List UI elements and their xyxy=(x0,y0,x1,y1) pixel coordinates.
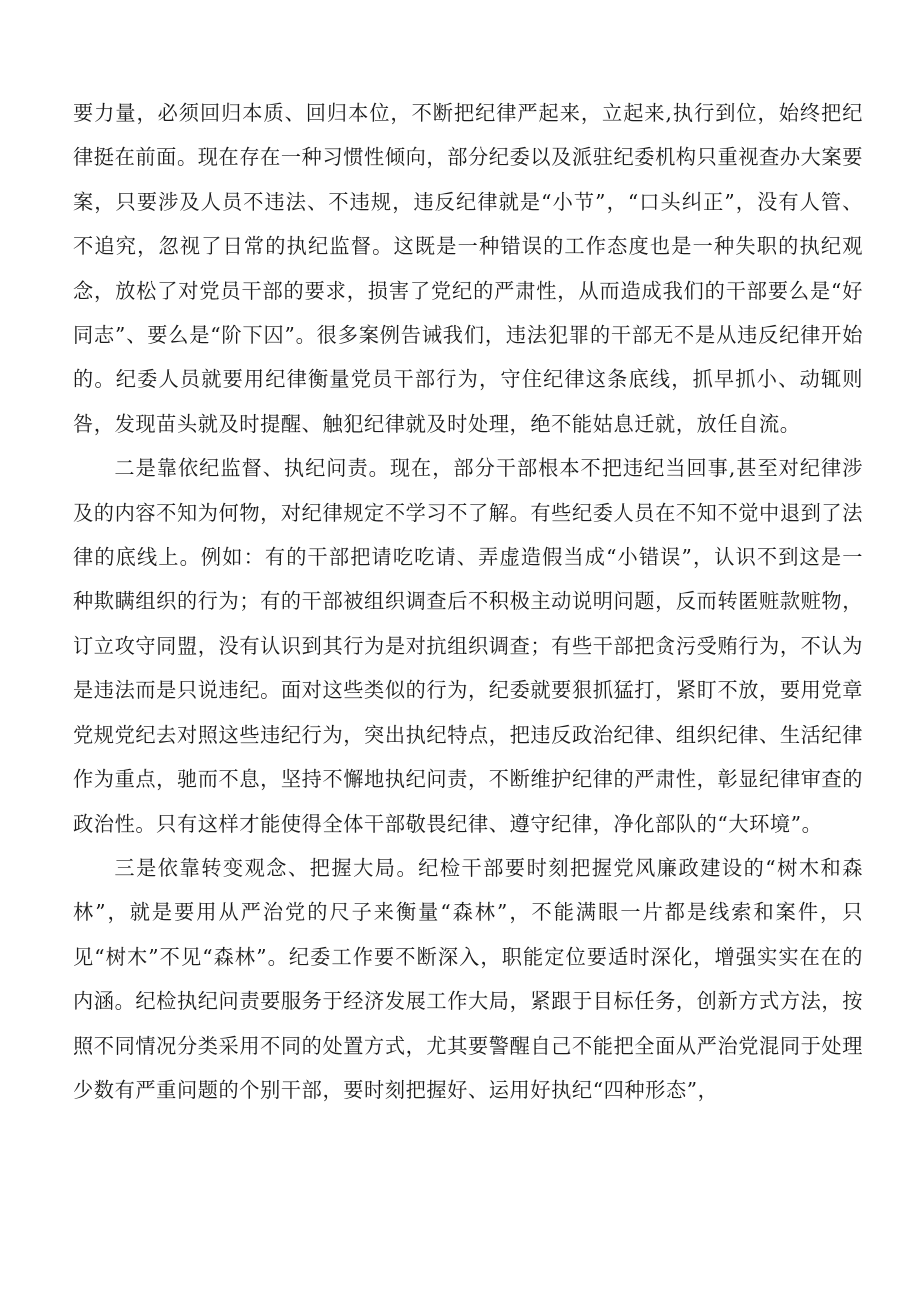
document-body xyxy=(73,91,863,1112)
paragraph-point-three: 三是依靠转变观念、把握大局。纪检干部要时刻把握党风廉政建设的“树木和森林”，就是要用从严治党的尺子来衡量“森林”，不能满眼一片都是线索和案件，只见“树木”不见“森林”。纪委工作要不断深入，职能定位要适时深化，增强实实在在的内涵。纪检执纪问责要服务于经济发展工作大局，紧跟于目标任务，创新方式方法，按照不同情况分类采用不同的处置方式，尤其要警醒自己不能把全面从严治党混同于处理少数有严重问题的个别干部，要时刻把握好、运用好执纪“四种形态”， xyxy=(73,855,863,1102)
paragraph-continued: 要力量，必须回归本质、回归本位，不断把纪律严起来，立起来,执行到位，始终把纪律挺在前面。现在存在一种习惯性倾向，部分纪委以及派驻纪委机构只重视查办大案要案，只要涉及人员不违法、不违规，违反纪律就是“小节”，“口头纠正”，没有人管、不追究，忽视了日常的执纪监督。这既是一种错误的工作态度也是一种失职的执纪观念，放松了对党员干部的要求，损害了党纪的严肃性，从而造成我们的干部要么是“好同志”、要么是“阶下囚”。很多案例告诫我们，违法犯罪的干部无不是从违反纪律开始的。纪委人员就要用纪律衡量党员干部行为，守住纪律这条底线，抓早抓小、动辄则咎，发现苗头就及时提醒、触犯纪律就及时处理，绝不能姑息迁就，放任自流。 xyxy=(73,101,863,436)
paragraph-point-two: 二是靠依纪监督、执纪问责。现在，部分干部根本不把违纪当回事,甚至对纪律涉及的内容不知为何物，对纪律规定不学习不了解。有些纪委人员在不知不觉中退到了法律的底线上。例如：有的干部把请吃吃请、弄虚造假当成“小错误”，认识不到这是一种欺瞒组织的行为；有的干部被组织调查后不积极主动说明问题，反而转匿赃款赃物，订立攻守同盟，没有认识到其行为是对抗组织调查；有些干部把贪污受贿行为，不认为是违法而是只说违纪。面对这些类似的行为，纪委就要狠抓猛打，紧盯不放，要用党章党规党纪去对照这些违纪行为，突出执纪特点，把违反政治纪律、组织纪律、生活纪律作为重点，驰而不息，坚持不懈地执纪问责，不断维护纪律的严肃性，彰显纪律审查的政治性。只有这样才能使得全体干部敬畏纪律、遵守纪律，净化部队的“大环境”。 xyxy=(73,456,863,836)
